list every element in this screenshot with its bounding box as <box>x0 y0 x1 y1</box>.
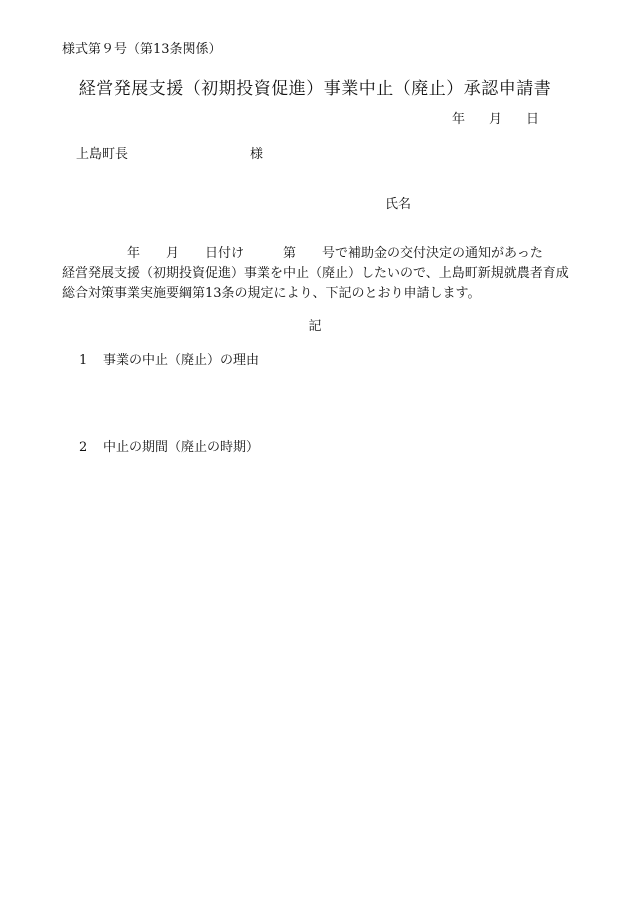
addressee: 上島町長 <box>76 147 129 162</box>
applicant-name-label: 氏名 <box>385 197 412 212</box>
date-month-label: 月 <box>489 112 503 127</box>
item-number: 1 <box>79 353 88 368</box>
form-number: 様式第９号（第13条関係） <box>62 42 222 57</box>
document-title: 経営発展支援（初期投資促進）事業中止（廃止）承認申請書 <box>78 79 552 99</box>
application-body <box>62 244 582 304</box>
item-period <box>79 436 259 455</box>
item-label: 事業の中止（廃止）の理由 <box>103 353 260 368</box>
item-reason <box>79 349 259 368</box>
item-label: 中止の期間（廃止の時期） <box>103 440 260 455</box>
body-line-2: 経営発展支援（初期投資促進）事業を中止（廃止）したいので、上島町新規就農者育成 <box>62 266 569 281</box>
date-day-label: 日 <box>526 112 540 127</box>
date-year-label: 年 <box>452 112 466 127</box>
body-line-3: 総合対策事業実施要綱第13条の規定により、下記のとおり申請します。 <box>62 286 481 301</box>
body-line-1: 年 月 日付け 第 号で補助金の交付決定の通知があった <box>62 246 543 261</box>
date-line <box>452 108 539 127</box>
record-heading: 記 <box>308 319 322 334</box>
honorific: 様 <box>250 147 264 162</box>
item-number: 2 <box>79 440 88 455</box>
